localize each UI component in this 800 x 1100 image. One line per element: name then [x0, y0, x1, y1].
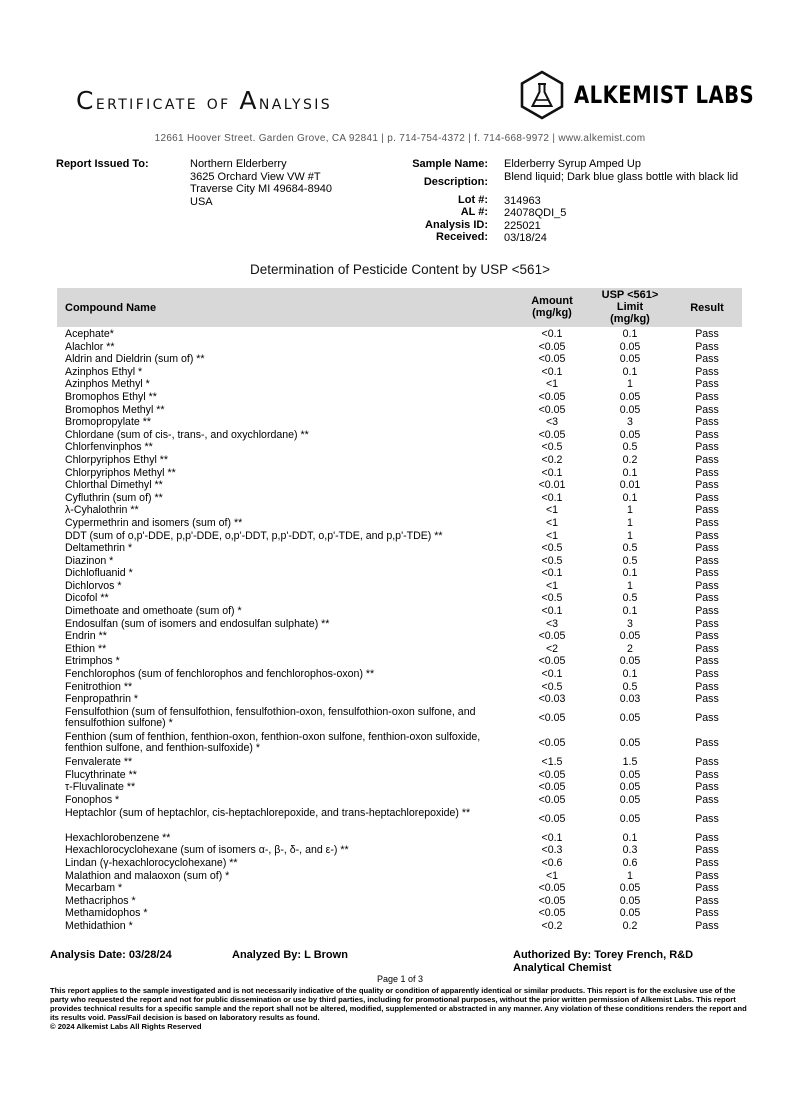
- limit-value: 2: [627, 642, 633, 655]
- amount-value: <0.05: [538, 793, 566, 806]
- result-value: Pass: [695, 453, 719, 466]
- result-value: Pass: [695, 403, 719, 416]
- table-row: [57, 467, 742, 480]
- address-line: Traverse City MI 49684-8940: [190, 183, 333, 196]
- compound-name: Malathion and malaoxon (sum of) *: [65, 869, 230, 882]
- table-row: [57, 580, 742, 593]
- compound-name: Methacriphos *: [65, 894, 136, 907]
- table-row: [57, 731, 742, 756]
- limit-value: 0.05: [619, 712, 641, 725]
- amount-value: <0.05: [538, 768, 566, 781]
- amount-value: <0.1: [541, 605, 563, 618]
- column-header-limit-unit: (mg/kg): [610, 313, 650, 325]
- sample-name-value: Elderberry Syrup Amped Up: [504, 158, 641, 170]
- table-row: [57, 504, 742, 517]
- result-value: Pass: [695, 378, 719, 391]
- limit-value: 3: [627, 416, 633, 429]
- analysis-id-value: 225021: [504, 219, 541, 232]
- amount-value: <1: [545, 579, 559, 592]
- address-line: USA: [190, 195, 213, 208]
- limit-value: 1.5: [622, 756, 638, 769]
- amount-value: <0.5: [541, 441, 563, 454]
- limit-value: 0.05: [619, 390, 641, 403]
- result-value: Pass: [695, 479, 719, 492]
- limit-value: 0.01: [619, 479, 641, 492]
- compound-name: Dichlorvos *: [65, 579, 122, 592]
- amount-value: <0.05: [538, 812, 566, 825]
- result-value: Pass: [695, 441, 719, 454]
- result-value: Pass: [695, 894, 719, 907]
- compound-name: Alachlor **: [65, 340, 115, 353]
- amount-value: <0.1: [541, 831, 563, 844]
- title-rest-1: ertificate of: [95, 90, 240, 114]
- table-row: [57, 844, 742, 857]
- column-header-limit-line: Limit: [616, 301, 644, 313]
- table-row: [57, 592, 742, 605]
- limit-value: 0.05: [619, 630, 641, 643]
- limit-value: 0.2: [622, 453, 638, 466]
- limit-value: 0.05: [619, 353, 641, 366]
- compound-name: Fenitrothion **: [65, 680, 133, 693]
- limit-value: 0.1: [622, 605, 638, 618]
- compound-name: Bromopropylate **: [65, 416, 151, 429]
- authorized-by-title: Analytical Chemist: [513, 962, 612, 974]
- table-row: [57, 353, 742, 366]
- table-row: [57, 441, 742, 454]
- compound-name: Chlorfenvinphos **: [65, 441, 153, 454]
- amount-value: <0.05: [538, 712, 566, 725]
- amount-value: <0.1: [541, 365, 563, 378]
- compound-name: Dicofol **: [65, 592, 109, 605]
- compound-name: Ethion **: [65, 642, 107, 655]
- limit-value: 0.05: [619, 655, 641, 668]
- table-row: [57, 404, 742, 417]
- table-row: [57, 756, 742, 769]
- amount-value: <2: [545, 642, 559, 655]
- compound-name: Dimethoate and omethoate (sum of) *: [65, 605, 242, 618]
- amount-value: <0.5: [541, 554, 563, 567]
- lot-value: 314963: [504, 194, 541, 207]
- amount-value: <0.05: [538, 428, 566, 441]
- title-cap-1: C: [76, 86, 96, 115]
- compound-name: Chlorpyriphos Methyl **: [65, 466, 176, 479]
- disclaimer-text: This report applies to the sample investigated and is not necessarily indicative of the quality or condition of apparently identical or similar products. This report is for the exclusive use of the party who requested the report and not for public dissemination or use by third parties, including for promotional purposes, without the prior written permission of Alkemist Labs. This report provides technical results for a specific sample and the report shall not be altered, modified, supplemented or abstracted in any manner. Any violation of these conditions renders the report and its results void. Pass/Fail decision is based on laboratory results as found.: [50, 986, 747, 1022]
- result-value: Pass: [695, 579, 719, 592]
- al-value: 24078QDI_5: [504, 207, 567, 220]
- results-table-body: [57, 328, 742, 933]
- authorized-by: [513, 949, 693, 975]
- result-value: Pass: [695, 504, 719, 517]
- compound-name: Fonophos *: [65, 793, 120, 806]
- compound-name: Fenchlorophos (sum of fenchlorophos and fenchlorophos-oxon) **: [65, 668, 375, 681]
- result-value: Pass: [695, 353, 719, 366]
- limit-value: 0.5: [622, 554, 638, 567]
- limit-value: 0.05: [619, 812, 641, 825]
- table-row: [57, 807, 742, 832]
- al-label: AL #:: [460, 206, 488, 219]
- document-title: [76, 86, 332, 115]
- result-value: Pass: [695, 831, 719, 844]
- table-row: [57, 857, 742, 870]
- limit-value: 0.1: [622, 668, 638, 681]
- compound-name: Diazinon *: [65, 554, 114, 567]
- column-header-limit-line: USP <561>: [601, 289, 659, 301]
- compound-name: Flucythrinate **: [65, 768, 137, 781]
- result-value: Pass: [695, 919, 719, 932]
- limit-value: 0.05: [619, 768, 641, 781]
- table-row: [57, 416, 742, 429]
- result-value: Pass: [695, 567, 719, 580]
- result-value: Pass: [695, 328, 719, 340]
- title-rest-2: nalysis: [258, 90, 333, 114]
- result-value: Pass: [695, 781, 719, 794]
- result-value: Pass: [695, 617, 719, 630]
- result-value: Pass: [695, 756, 719, 769]
- limit-value: 0.1: [622, 567, 638, 580]
- compound-name: Fenpropathrin *: [65, 693, 139, 706]
- result-value: Pass: [695, 529, 719, 542]
- amount-value: <0.05: [538, 353, 566, 366]
- table-row: [57, 391, 742, 404]
- limit-value: 0.05: [619, 882, 641, 895]
- result-value: Pass: [695, 592, 719, 605]
- amount-value: <0.2: [541, 919, 563, 932]
- compound-name: Endrin **: [65, 630, 107, 643]
- table-row: [57, 832, 742, 845]
- limit-value: 0.5: [622, 441, 638, 454]
- limit-value: 1: [627, 579, 633, 592]
- limit-value: 0.1: [622, 831, 638, 844]
- table-row: [57, 618, 742, 631]
- compound-name: Chlorpyriphos Ethyl **: [65, 453, 169, 466]
- amount-value: <0.5: [541, 592, 563, 605]
- limit-value: 0.1: [622, 491, 638, 504]
- compound-name: Heptachlor (sum of heptachlor, cis-heptachlorepoxide, and trans-heptachlorepoxide) **: [65, 806, 471, 819]
- result-value: Pass: [695, 668, 719, 681]
- table-row: [57, 492, 742, 505]
- limit-value: 0.05: [619, 907, 641, 920]
- result-value: Pass: [695, 605, 719, 618]
- amount-value: <0.05: [538, 340, 566, 353]
- table-row: [57, 341, 742, 354]
- amount-value: <0.05: [538, 781, 566, 794]
- compound-name: Cyfluthrin (sum of) **: [65, 491, 163, 504]
- amount-value: <0.1: [541, 567, 563, 580]
- table-header: [57, 288, 742, 327]
- table-row: [57, 378, 742, 391]
- amount-value: <0.5: [541, 542, 563, 555]
- limit-value: 0.05: [619, 403, 641, 416]
- compound-name: Fenvalerate **: [65, 756, 133, 769]
- compound-name: DDT (sum of o,p'-DDE, p,p'-DDE, o,p'-DDT, p,p'-DDT, o,p'-TDE, and p,p'-TDE) **: [65, 529, 443, 542]
- compound-name: Fensulfothion (sum of fensulfothion, fensulfothion-oxon, fensulfothion-oxon sulfone, and fensulfothion sulfone) *: [65, 705, 476, 730]
- result-value: Pass: [695, 340, 719, 353]
- limit-value: 0.1: [622, 466, 638, 479]
- compound-name: Fenthion (sum of fenthion, fenthion-oxon, fenthion-oxon sulfone, fenthion-oxon sulfoxide, fenthion sulfone, and fenthion-sulfoxide) *: [65, 731, 481, 755]
- column-header-limit: [591, 289, 669, 325]
- result-value: Pass: [695, 365, 719, 378]
- disclaimer: [50, 986, 750, 1040]
- amount-value: <0.01: [538, 479, 566, 492]
- table-row: [57, 542, 742, 555]
- table-row: [57, 643, 742, 656]
- compound-name: Mecarbam *: [65, 882, 123, 895]
- limit-value: 0.05: [619, 894, 641, 907]
- result-value: Pass: [695, 793, 719, 806]
- column-header-amount-line: Amount: [531, 295, 573, 307]
- limit-value: 0.05: [619, 428, 641, 441]
- table-row: [57, 769, 742, 782]
- report-issued-to-address: [190, 158, 332, 208]
- amount-value: <1: [545, 378, 559, 391]
- received-label: Received:: [436, 231, 488, 244]
- amount-value: <0.03: [538, 693, 566, 706]
- amount-value: <0.05: [538, 655, 566, 668]
- limit-value: 0.1: [622, 365, 638, 378]
- compound-name: Methamidophos *: [65, 907, 148, 920]
- result-value: Pass: [695, 428, 719, 441]
- amount-value: <0.05: [538, 882, 566, 895]
- table-row: [57, 454, 742, 467]
- sample-info-labels: [380, 158, 488, 244]
- company-address: 12661 Hoover Street. Garden Grove, CA 92841 | p. 714-754-4372 | f. 714-668-9972 | www.alkemist.com: [154, 133, 646, 144]
- amount-value: <0.6: [541, 856, 563, 869]
- table-row: [57, 794, 742, 807]
- limit-value: 0.3: [622, 844, 638, 857]
- result-value: Pass: [695, 882, 719, 895]
- amount-value: <0.1: [541, 328, 563, 340]
- compound-name: Methidathion *: [65, 919, 133, 932]
- result-value: Pass: [695, 542, 719, 555]
- result-value: Pass: [695, 712, 719, 725]
- address-line: Northern Elderberry: [190, 158, 287, 170]
- limit-value: 0.5: [622, 680, 638, 693]
- compound-name: Etrimphos *: [65, 655, 120, 668]
- amount-value: <1: [545, 504, 559, 517]
- limit-value: 0.1: [622, 328, 638, 340]
- compound-name: Endosulfan (sum of isomers and endosulfan sulphate) **: [65, 617, 330, 630]
- limit-value: 0.5: [622, 542, 638, 555]
- compound-name: Bromophos Methyl **: [65, 403, 165, 416]
- limit-value: 0.5: [622, 592, 638, 605]
- limit-value: 0.03: [619, 693, 641, 706]
- compound-name: τ-Fluvalinate **: [65, 781, 136, 794]
- report-issued-to-label: Report Issued To:: [56, 158, 149, 170]
- amount-value: <0.1: [541, 491, 563, 504]
- limit-value: 1: [627, 504, 633, 517]
- limit-value: 1: [627, 869, 633, 882]
- amount-value: <0.05: [538, 737, 566, 750]
- description-label: Description:: [423, 175, 488, 188]
- result-value: Pass: [695, 844, 719, 857]
- result-value: Pass: [695, 491, 719, 504]
- copyright: © 2024 Alkemist Labs All Rights Reserved: [50, 1022, 202, 1031]
- analyzed-by: Analyzed By: L Brown: [232, 949, 348, 961]
- logo-wordmark: ALKEMIST LABS: [574, 81, 755, 109]
- amount-value: <3: [545, 617, 559, 630]
- result-value: Pass: [695, 907, 719, 920]
- column-header-amount-unit: (mg/kg): [532, 307, 572, 319]
- table-row: [57, 479, 742, 492]
- compound-name: λ-Cyhalothrin **: [65, 504, 139, 517]
- analysis-id-label: Analysis ID:: [425, 218, 488, 231]
- amount-value: <1: [545, 869, 559, 882]
- received-value: 03/18/24: [504, 232, 547, 245]
- compound-name: Azinphos Ethyl *: [65, 365, 143, 378]
- compound-name: Chlordane (sum of cis-, trans-, and oxychlordane) **: [65, 428, 309, 441]
- amount-value: <0.2: [541, 453, 563, 466]
- table-row: [57, 907, 742, 920]
- table-row: [57, 530, 742, 543]
- compound-name: Aldrin and Dieldrin (sum of) **: [65, 353, 205, 366]
- sample-name-label: Sample Name:: [412, 158, 488, 170]
- table-row: [57, 517, 742, 530]
- result-value: Pass: [695, 680, 719, 693]
- amount-value: <0.1: [541, 466, 563, 479]
- limit-value: 1: [627, 529, 633, 542]
- address-line: 3625 Orchard View VW #T: [190, 170, 321, 183]
- table-row: [57, 681, 742, 694]
- amount-value: <0.05: [538, 907, 566, 920]
- result-value: Pass: [695, 554, 719, 567]
- result-value: Pass: [695, 856, 719, 869]
- limit-value: 1: [627, 378, 633, 391]
- table-row: [57, 328, 742, 341]
- table-row: [57, 366, 742, 379]
- amount-value: <0.05: [538, 630, 566, 643]
- compound-name: Hexachlorobenzene **: [65, 831, 171, 844]
- amount-value: <0.05: [538, 403, 566, 416]
- result-value: Pass: [695, 655, 719, 668]
- column-header-result: Result: [690, 302, 724, 314]
- compound-name: Dichlofluanid *: [65, 567, 133, 580]
- limit-value: 1: [627, 516, 633, 529]
- amount-value: <0.5: [541, 680, 563, 693]
- sample-info-values: [504, 158, 739, 245]
- title-cap-2: A: [239, 86, 259, 115]
- limit-value: 0.6: [622, 856, 638, 869]
- table-row: [57, 630, 742, 643]
- result-value: Pass: [695, 812, 719, 825]
- limit-value: 0.05: [619, 781, 641, 794]
- result-value: Pass: [695, 390, 719, 403]
- flask-hexagon-icon: [519, 70, 565, 120]
- amount-value: <1: [545, 516, 559, 529]
- amount-value: <3: [545, 416, 559, 429]
- amount-value: <0.1: [541, 668, 563, 681]
- amount-value: <1.5: [541, 756, 563, 769]
- result-value: Pass: [695, 693, 719, 706]
- column-header-amount: [522, 295, 582, 319]
- section-title: Determination of Pesticide Content by USP <561>: [250, 262, 550, 277]
- limit-value: 0.05: [619, 793, 641, 806]
- limit-value: 0.05: [619, 340, 641, 353]
- compound-name: Lindan (γ-hexachlorocyclohexane) **: [65, 856, 238, 869]
- limit-value: 0.05: [619, 737, 641, 750]
- table-row: [57, 668, 742, 681]
- table-row: [57, 655, 742, 668]
- table-row: [57, 605, 742, 618]
- result-value: Pass: [695, 869, 719, 882]
- amount-value: <0.3: [541, 844, 563, 857]
- compound-name: Deltamethrin *: [65, 542, 133, 555]
- result-value: Pass: [695, 416, 719, 429]
- analysis-date: Analysis Date: 03/28/24: [50, 949, 172, 961]
- amount-value: <0.05: [538, 390, 566, 403]
- limit-value: 3: [627, 617, 633, 630]
- authorized-by-name: Authorized By: Torey French, R&D: [513, 949, 694, 961]
- compound-name: Cypermethrin and isomers (sum of) **: [65, 516, 243, 529]
- result-value: Pass: [695, 737, 719, 750]
- page-number: Page 1 of 3: [376, 974, 424, 984]
- column-header-compound: Compound Name: [65, 302, 157, 314]
- result-value: Pass: [695, 516, 719, 529]
- result-value: Pass: [695, 768, 719, 781]
- table-row: [57, 555, 742, 568]
- result-value: Pass: [695, 630, 719, 643]
- table-row: [57, 920, 742, 933]
- result-value: Pass: [695, 466, 719, 479]
- table-row: [57, 781, 742, 794]
- table-row: [57, 567, 742, 580]
- compound-name: Hexachlorocyclohexane (sum of isomers α-, β-, δ-, and ε-) **: [65, 844, 349, 857]
- compound-name: Bromophos Ethyl **: [65, 390, 157, 403]
- table-row: [57, 895, 742, 908]
- table-row: [57, 429, 742, 442]
- table-row: [57, 706, 742, 731]
- lot-label: Lot #:: [458, 193, 488, 206]
- compound-name: Acephate*: [65, 328, 114, 340]
- table-row: [57, 693, 742, 706]
- compound-name: Chlorthal Dimethyl **: [65, 479, 163, 492]
- compound-name: Azinphos Methyl *: [65, 378, 150, 391]
- amount-value: <1: [545, 529, 559, 542]
- limit-value: 0.2: [622, 919, 638, 932]
- description-value: Blend liquid; Dark blue glass bottle with black lid: [504, 170, 739, 183]
- table-row: [57, 882, 742, 895]
- table-row: [57, 870, 742, 883]
- result-value: Pass: [695, 642, 719, 655]
- amount-value: <0.05: [538, 894, 566, 907]
